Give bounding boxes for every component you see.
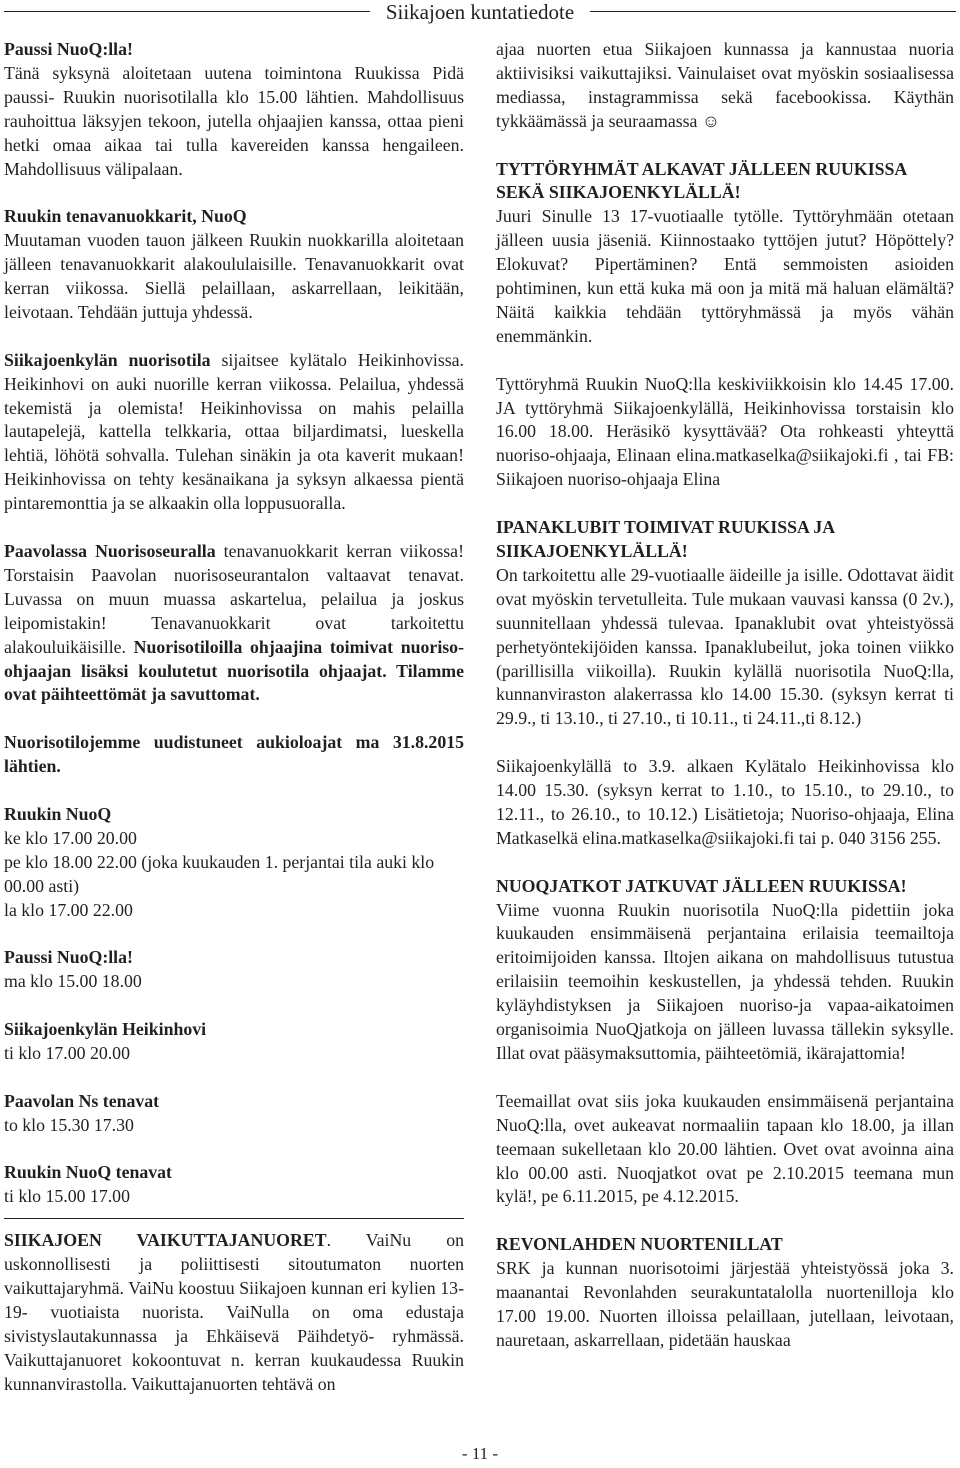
vaikuttaja-lead: SIIKAJOEN VAIKUTTAJANUORET [4,1230,327,1251]
right-column [496,38,954,1353]
tenava-text: Muutaman vuoden tauon jälkeen Ruukin nuokkarilla aloitetaan jälleen tenavanuokkarit alakoululaisille. Tenavanuokkarit ovat kerran viikossa. Siellä pelaillaan, askarrellaan, leikitään, leivotaan. Tehdään juttuja yhdessä. [4,230,464,322]
hours-line: ti klo 17.00 20.00 [4,1042,130,1063]
page-number: - 11 - [461,1444,499,1463]
revonlahti-text: SRK ja kunnan nuorisotoimi järjestää yhteistyössä joka 3. maanantai Revonlahden seurakuntatalolla nuortenilloja klo 17.00 19.00. Nuorten illoissa pelaillaan, jutellaan, leivotaan, nauretaan, askarrellaan, pidetään hauskaa [496,1258,954,1350]
header-rule-left [4,11,370,12]
paavola-text: tenavanuokkarit kerran viikossa! Torstaisin Paavolan nuorisoseurantalon valtaavat tenavat. Luvassa on muun muassa askartelua, pelailua ja joskus leipomistakin! Tenavanuokkarit ovat tarkoitettu alakouluikäisille. [4,540,464,657]
tenava-heading: Ruukin tenavanuokkarit, NuoQ [4,206,247,227]
nuoqjatkot-heading: NUOQJATKOT JATKUVAT JÄLLEEN RUUKISSA! [496,875,907,896]
hours-line: la klo 17.00 22.00 [4,899,133,920]
tytto-heading: TYTTÖRYHMÄT ALKAVAT JÄLLEEN RUUKISSA SEKÄ SIIKAJOENKYLÄLLÄ! [496,158,907,203]
tytto-text-2: Tyttöryhmä Ruukin NuoQ:lla keskiviikkoisin klo 14.45 17.00. JA tyttöryhmä Siikajoenkylällä, Heikinhovissa torstaisin klo 16.00 18.00. Heräsikö kysyttävää? Ota rohkeasti yhteyttä nuoriso-ohjaaja, Elinaan elina.matkaselka@siikajoki.fi , tai FB: Siikajoen nuoriso-ohjaaja Elina [496,373,954,490]
section-divider [4,1218,464,1219]
tytto-text: Juuri Sinulle 13 17-vuotiaalle tytölle. Tyttöryhmään otetaan jälleen uusia jäseniä. Kiinnostaako tyttöjen jutut? Höpöttely? Elokuvat? Pipertäminen? Entä semmoisten asioiden pohtiminen, kun että kuka mä oon ja mitä mä haluan elämältä? Näitä kaikkia tehdään tyttöryhmässä ja myös vähän enemmänkin. [496,206,954,346]
hours-line: ke klo 17.00 20.00 [4,827,137,848]
hours-block-paussi [4,946,464,994]
vaikuttaja-continued: ajaa nuorten etua Siikajoen kunnassa ja kannustaa nuoria aktiivisiksi vaikuttajiksi. Vainulaiset ovat myöskin sosiaalisessa mediassa, instagrammissa sekä facebookissa. Käythän tykkäämässä ja seuraamassa ☺ [496,39,954,131]
header-rule-right [590,11,956,12]
siikajoenkyla-paragraph [4,349,464,516]
hours-line: ti klo 15.00 17.00 [4,1186,130,1207]
hours-title: Paussi NuoQ:lla! [4,947,133,968]
paavola-bold-tail: Nuorisotiloilla ohjaajina toimivat nuoriso-ohjaajan lisäksi koulutetut nuorisotila ohjaajat. Tilamme ovat päihteettömät ja savuttomat. [4,636,464,705]
hours-intro: Nuorisotilojemme uudistuneet aukioloajat ma 31.8.2015 lähtien. [4,732,464,777]
hours-block-heikinhovi [4,1018,464,1066]
hours-title: Paavolan Ns tenavat [4,1090,160,1111]
vaikuttaja-text: . VaiNu on uskonnollisesti ja poliittisesti sitoutumaton nuorten vaikuttajaryhmä. VaiNu koostuu Siikajoen kunnan eri kylien 13-19- vuotiaista nuorista. VaiNulla on oma edustaja sivistyslautakunnassa ja Ehkäisevä Päihdetyö- ryhmässä. Vaikuttajanuoret kokoontuvat n. kerran kuukaudessa Ruukin kunnanvirastolla. Vaikuttajanuorten tehtävä on [4,1230,464,1394]
paussi-text: Tänä syksynä aloitetaan uutena toimintona Ruukissa Pidä paussi- Ruukin nuorisotilalla klo 15.00 lähtien. Mahdollisuus rauhoittua läksyjen tekoon, jutella ohjaajien kanssa, ottaa pieni hetki omaa aikaa tai tulla kavereiden kanssa hengaileen. Mahdollisuus välipalaan. [4,62,464,179]
hours-line: pe klo 18.00 22.00 (joka kuukauden 1. perjantai tila auki klo 00.00 asti) [4,851,435,896]
siikajoenkyla-text: sijaitsee kylätalo Heikinhovissa. Heikinhovi on auki nuorille kerran viikossa. Pelailua, yhdessä tekemistä ja olemista! Heikinhovissa on mahis pelailla lautapelejä, kattella telkkaria, ottaa biljardimatsi, lueskella lehtiä, löhötä sohvalla. Tulehan sinäkin ja ota kaverit mukaan! Heikinhovissa on tehty kesänaikana ja syksyn alkaessa pientä pintaremonttia ja se alkaakin olla loppusuoralla. [4,349,465,514]
hours-block-paavola [4,1090,464,1138]
hours-line: ma klo 15.00 18.00 [4,971,142,992]
paussi-heading: Paussi NuoQ:lla! [4,39,133,59]
hours-block-ruukin-tenavat [4,1161,464,1209]
nuoqjatkot-text: Viime vuonna Ruukin nuorisotila NuoQ:lla pidettiin joka kuukauden ensimmäisenä perjantaina erilaisia teemailtoja eritoimijoiden kanssa. Iltojen aikana on mahdollisuus tutustua erilaisiin teemoihin keskustellen, ja yhdessä tehden. Ruukin kyläyhdistyksen ja Siikajoen nuoriso-ja vapaa-aikatoimen organisoimia NuoQjatkoja on jälleen luvassa tällekin syksylle. Illat ovat pääsymaksuttomia, päihteetömiä, ikärajattomia! [496,899,954,1063]
left-column [4,38,464,1397]
page-header-title: Siikajoen kuntatiedote [385,0,575,24]
hours-title: Siikajoenkylän Heikinhovi [4,1019,207,1040]
nuoqjatkot-text-2: Teemaillat ovat siis joka kuukauden ensimmäisenä perjantaina NuoQ:lla, ovet aukeavat normaaliin tapaan klo 18.00, ja illan teemaan sukelletaan klo 20.00 lähtien. Ovet ovat avoinna aina klo 00.00 asti. Nuoqjatkot ovat pe 2.10.2015 teemana mun kylä!, pe 6.11.2015, pe 4.12.2015. [496,1090,954,1207]
revonlahti-heading: REVONLAHDEN NUORTENILLAT [496,1234,783,1255]
paavola-lead: Paavolassa Nuorisoseuralla [4,540,216,561]
ipana-text-2: Siikajoenkylällä to 3.9. alkaen Kylätalo Heikinhovissa klo 14.00 15.30. (syksyn kerrat to 1.10., to 15.10., to 29.10., to 12.11., to 26.10., to 10.12.) Lisätietoja; Nuoriso-ohjaaja, Elina Matkaselkä elina.matkaselka@siikajoki.fi tai p. 040 3156 255. [496,756,954,848]
vaikuttaja-paragraph [4,1229,464,1396]
ipana-text: On tarkoitettu alle 29-vuotiaalle äideille ja isille. Odottavat äidit ovat myöskin tervetulleita. Tule mukaan vauvasi kanssa (0 2v.), suunnitellaan yhdessä tulevaa. Ipanaklubit ovat yhteistyössä perhetyöntekijöiden kanssa. Ipanaklubeilut, joka toinen viikko (parillisilla viikoilla). Ruukin kylällä nuorisotila NuoQ:lla, kunnanviraston alakerrassa klo 14.00 15.30. (syksyn kerrat ti 29.9., ti 13.10., ti 27.10., ti 10.11., ti 24.11.,ti 8.12.) [496,564,954,729]
hours-title: Ruukin NuoQ [4,803,112,824]
hours-block-ruukin-nuoq [4,803,464,923]
hours-title: Ruukin NuoQ tenavat [4,1162,172,1183]
siikajoenkyla-lead: Siikajoenkylän nuorisotila [4,349,211,370]
paavola-paragraph [4,540,464,707]
hours-line: to klo 15.30 17.30 [4,1114,134,1135]
ipana-heading: IPANAKLUBIT TOIMIVAT RUUKISSA JA SIIKAJOENKYLÄLLÄ! [496,517,835,561]
